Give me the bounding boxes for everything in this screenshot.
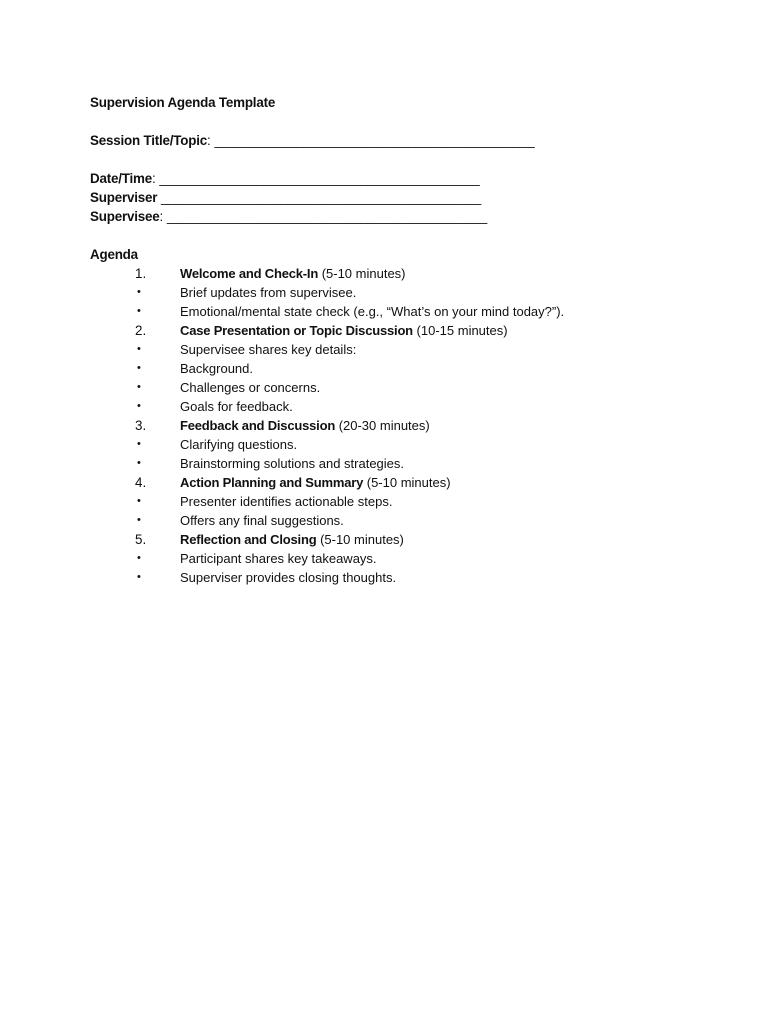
agenda-bullet-text: Presenter identifies actionable steps. [180, 494, 393, 509]
list-number: 4. [135, 475, 147, 490]
agenda-bullet [90, 549, 690, 568]
agenda-bullet-text: Supervisee shares key details: [180, 342, 357, 357]
agenda-item-title: Welcome and Check-In [180, 266, 319, 281]
agenda-bullet [90, 454, 690, 473]
bullet-icon: • [137, 552, 141, 564]
bullet-icon: • [137, 514, 141, 526]
bullet-icon: • [137, 457, 141, 469]
agenda-list [90, 264, 690, 587]
agenda-bullet-text: Brief updates from supervisee. [180, 285, 357, 300]
supervisee-label: Supervisee [90, 209, 160, 224]
agenda-item-duration: (5-10 minutes) [316, 532, 404, 547]
session-title-field [90, 131, 690, 150]
agenda-item-duration: (5-10 minutes) [318, 266, 406, 281]
bullet-icon: • [137, 438, 141, 450]
bullet-icon: • [137, 343, 141, 355]
agenda-bullet-text: Offers any final suggestions. [180, 513, 344, 528]
agenda-bullet [90, 568, 690, 587]
session-title-label: Session Title/Topic [90, 133, 207, 148]
list-number: 5. [135, 532, 147, 547]
agenda-bullet-text: Emotional/mental state check (e.g., “What’s on your mind today?”). [180, 304, 565, 319]
list-number: 1. [135, 266, 147, 281]
agenda-item [90, 416, 690, 435]
bullet-icon: • [137, 362, 141, 374]
list-number: 3. [135, 418, 147, 433]
agenda-item-title: Reflection and Closing [180, 532, 317, 547]
agenda-item [90, 530, 690, 549]
agenda-item-title: Case Presentation or Topic Discussion [180, 323, 413, 338]
agenda-item-duration: (20-30 minutes) [335, 418, 430, 433]
agenda-bullet [90, 511, 690, 530]
bullet-icon: • [137, 286, 141, 298]
agenda-bullet [90, 283, 690, 302]
agenda-bullet [90, 435, 690, 454]
document-title: Supervision Agenda Template [90, 95, 276, 110]
agenda-item-duration: (5-10 minutes) [363, 475, 451, 490]
agenda-item [90, 321, 690, 340]
agenda-item-duration: (10-15 minutes) [412, 323, 508, 338]
agenda-bullet-text: Clarifying questions. [180, 437, 298, 452]
agenda-bullet [90, 302, 690, 321]
agenda-bullet-text: Challenges or concerns. [180, 380, 321, 395]
agenda-bullet [90, 340, 690, 359]
supervisee-blank: : ___________________________________________ [159, 209, 488, 224]
bullet-icon: • [137, 571, 141, 583]
agenda-bullet-text: Goals for feedback. [180, 399, 293, 414]
bullet-icon: • [137, 400, 141, 412]
agenda-bullet-text: Superviser provides closing thoughts. [180, 570, 397, 585]
spacer [90, 226, 690, 245]
agenda-item-title: Action Planning and Summary [180, 475, 364, 490]
session-title-blank: : ___________________________________________ [207, 133, 535, 148]
supervisor-label: Superviser [90, 190, 158, 205]
bullet-icon: • [137, 495, 141, 507]
agenda-bullet-text: Brainstorming solutions and strategies. [180, 456, 405, 471]
bullet-icon: • [137, 381, 141, 393]
agenda-item [90, 264, 690, 283]
agenda-bullet [90, 378, 690, 397]
document-body [90, 93, 690, 587]
list-number: 2. [135, 323, 147, 338]
agenda-item [90, 473, 690, 492]
agenda-bullet-text: Participant shares key takeaways. [180, 551, 377, 566]
date-time-blank: : ___________________________________________ [151, 171, 480, 186]
agenda-bullet [90, 492, 690, 511]
date-time-field [90, 169, 690, 188]
supervisor-blank: ___________________________________________ [157, 190, 482, 205]
agenda-item-title: Feedback and Discussion [180, 418, 336, 433]
supervisor-field [90, 188, 690, 207]
spacer [90, 150, 690, 169]
agenda-bullet [90, 359, 690, 378]
agenda-heading: Agenda [90, 247, 138, 262]
bullet-icon: • [137, 305, 141, 317]
agenda-bullet-text: Background. [180, 361, 253, 376]
agenda-bullet [90, 397, 690, 416]
date-time-label: Date/Time [90, 171, 152, 186]
supervisee-field [90, 207, 690, 226]
